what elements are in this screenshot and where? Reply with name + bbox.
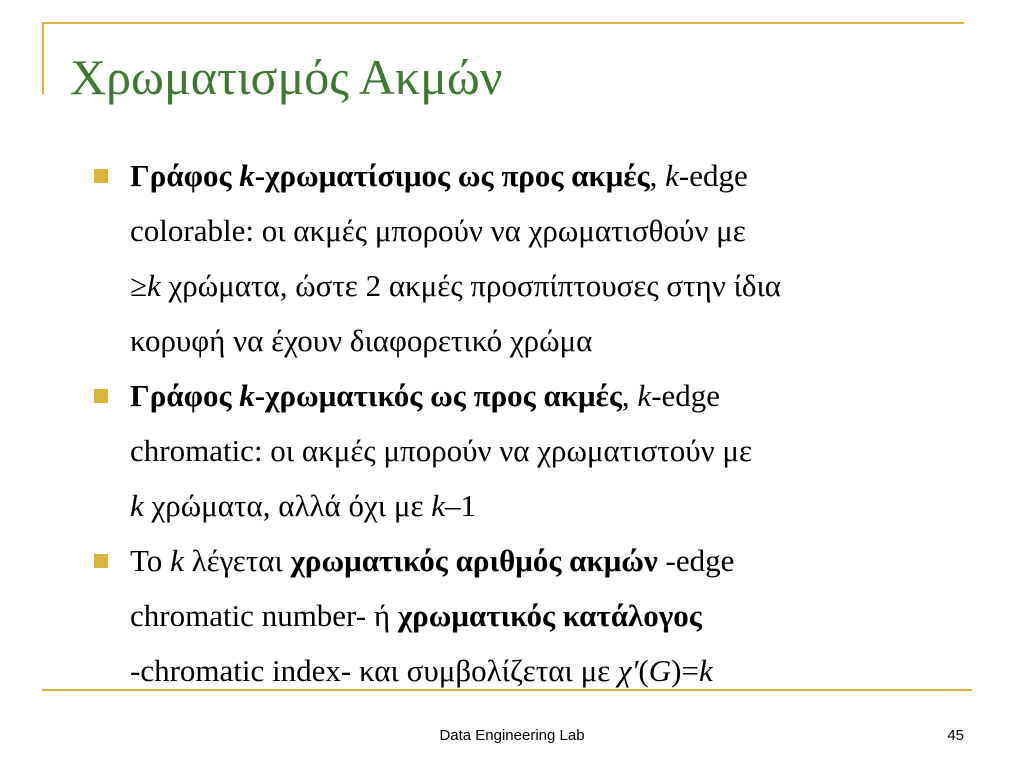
italic-k: k bbox=[239, 378, 255, 413]
text: χρώματα, αλλά όχι με bbox=[143, 488, 432, 523]
text: -edge bbox=[678, 158, 748, 193]
text: ≥ bbox=[130, 268, 148, 303]
math-k: k bbox=[698, 653, 713, 688]
italic-k: k bbox=[147, 268, 161, 303]
bullet-square-icon bbox=[94, 554, 108, 568]
slide-title: Χρωματισμός Ακμών bbox=[70, 49, 503, 105]
bullet-2-line-1 bbox=[130, 368, 972, 423]
bullet-1-line-4: κορυφή να έχουν διαφορετικό χρώμα bbox=[130, 323, 593, 358]
footer-lab-name: Data Engineering Lab bbox=[439, 727, 585, 744]
bullet-1-line-1 bbox=[130, 148, 972, 203]
bullet-item-2 bbox=[92, 368, 972, 533]
bold-text: χρωματικός κατάλογος bbox=[397, 598, 702, 633]
frame-left-line bbox=[42, 22, 44, 94]
bullet-2-line-2: chromatic: οι ακμές μπορούν να χρωματιστούν με bbox=[130, 433, 752, 468]
text: λέγεται bbox=[183, 543, 291, 578]
math-g: G bbox=[648, 653, 672, 688]
text: –1 bbox=[445, 488, 477, 523]
text: Το bbox=[130, 543, 171, 578]
text: , bbox=[621, 378, 638, 413]
text: -edge bbox=[651, 378, 721, 413]
bullet-3-line-1 bbox=[130, 533, 972, 588]
italic-k: k bbox=[431, 488, 446, 523]
bullet-2-line-3 bbox=[130, 478, 972, 533]
bullet-item-1 bbox=[92, 148, 972, 368]
bullet-item-3 bbox=[92, 533, 972, 698]
bold-text: Γράφος bbox=[130, 158, 240, 193]
italic-k: k bbox=[170, 543, 184, 578]
italic-k: k bbox=[665, 158, 679, 193]
text: -edge bbox=[657, 543, 735, 578]
frame-top-line bbox=[42, 22, 964, 24]
text: χρώματα, ώστε 2 ακμές προσπίπτουσες στην ίδια bbox=[160, 268, 782, 303]
bullet-1-line-2: colorable: οι ακμές μπορούν να χρωματισθούν με bbox=[130, 213, 746, 248]
bullet-square-icon bbox=[94, 169, 108, 183]
bullet-1-line-3 bbox=[130, 258, 972, 313]
bullet-list bbox=[92, 148, 972, 698]
bold-text: χρωματικός αριθμός ακμών bbox=[290, 543, 658, 578]
bullet-3-line-3 bbox=[130, 643, 972, 698]
bullet-3-line-2 bbox=[130, 588, 972, 643]
text: chromatic number- ή bbox=[130, 598, 398, 633]
italic-k: k bbox=[637, 378, 652, 413]
bold-text: Γράφος bbox=[130, 378, 240, 413]
text: -chromatic index- και συμβολίζεται με bbox=[130, 653, 618, 688]
italic-k: k bbox=[239, 158, 255, 193]
bold-text: -χρωματίσιμος ως προς ακμές bbox=[254, 158, 650, 193]
bold-text: -χρωματικός ως προς ακμές bbox=[254, 378, 622, 413]
bullet-square-icon bbox=[94, 389, 108, 403]
math-chi-prime: χ′ bbox=[618, 653, 639, 688]
text: , bbox=[649, 158, 666, 193]
page-number: 45 bbox=[947, 727, 964, 744]
math-paren-close-equals: )= bbox=[671, 653, 699, 688]
math-paren-open: ( bbox=[638, 653, 649, 688]
italic-k: k bbox=[130, 488, 144, 523]
